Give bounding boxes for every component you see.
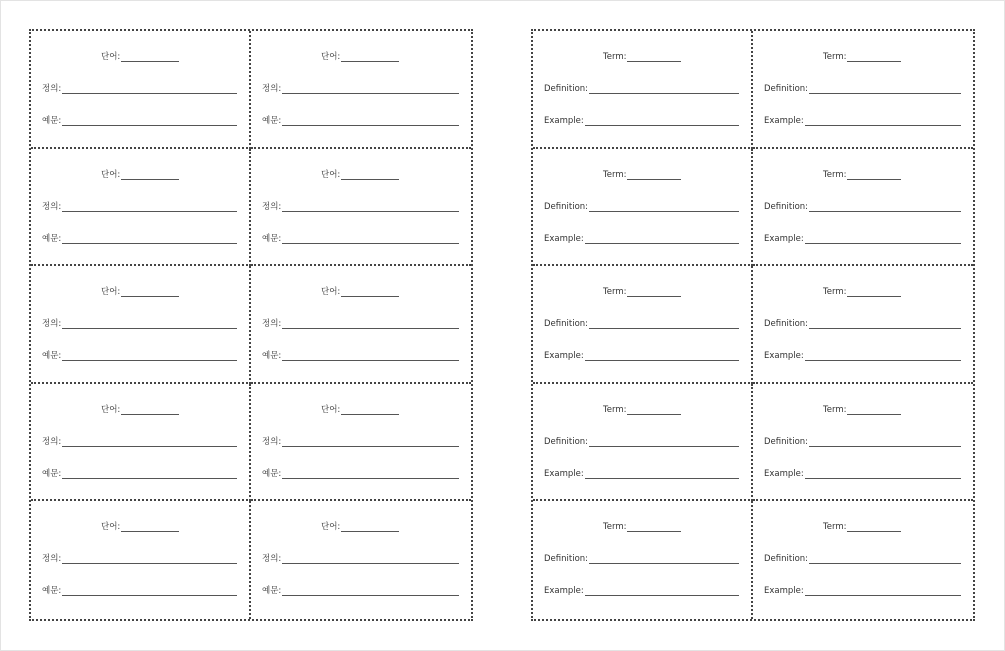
definition-field <box>42 202 237 212</box>
term-field-blank[interactable] <box>121 171 179 180</box>
example-field-blank[interactable] <box>805 235 961 244</box>
definition-field-label: 정의: <box>262 319 282 330</box>
example-field <box>42 469 237 479</box>
term-field <box>321 170 399 180</box>
term-field <box>603 170 681 180</box>
flashcard <box>251 384 471 502</box>
term-field-label: Term: <box>603 52 627 62</box>
example-field <box>544 116 739 126</box>
flashcard <box>31 149 251 267</box>
term-field-label: 단어: <box>101 287 121 298</box>
definition-field-blank[interactable] <box>62 320 237 329</box>
example-field <box>262 586 459 596</box>
definition-field-label: Definition: <box>544 84 589 94</box>
example-field-label: 예문: <box>262 116 282 126</box>
term-field-label: Term: <box>603 169 627 180</box>
term-field <box>321 287 399 297</box>
example-field <box>262 116 459 126</box>
definition-field-label: 정의: <box>42 201 62 212</box>
term-field-label: 단어: <box>101 404 121 415</box>
term-field <box>101 522 179 532</box>
definition-field <box>764 202 961 212</box>
example-field <box>544 351 739 361</box>
example-field-blank[interactable] <box>805 587 961 596</box>
definition-field-blank[interactable] <box>589 85 739 94</box>
term-field <box>823 522 901 532</box>
term-field-blank[interactable] <box>627 288 681 297</box>
flashcard <box>533 266 753 384</box>
definition-field <box>764 554 961 564</box>
term-field <box>101 287 179 297</box>
example-field <box>42 351 237 361</box>
term-field <box>321 522 399 532</box>
example-field-blank[interactable] <box>62 352 237 361</box>
definition-field-blank[interactable] <box>809 555 961 564</box>
example-field-label: Example: <box>544 233 584 244</box>
example-field-label: 예문: <box>42 116 62 126</box>
term-field-blank[interactable] <box>341 523 399 532</box>
flashcard <box>533 501 753 619</box>
example-field <box>764 351 961 361</box>
example-field-label: 예문: <box>262 468 282 479</box>
term-field-blank[interactable] <box>121 288 179 297</box>
definition-field-blank[interactable] <box>62 85 237 94</box>
example-field-label: Example: <box>544 116 584 126</box>
flashcard <box>251 31 471 149</box>
term-field-label: 단어: <box>101 169 121 180</box>
term-field-blank[interactable] <box>847 523 901 532</box>
term-field-blank[interactable] <box>341 406 399 415</box>
flashcard <box>31 501 251 619</box>
term-field-label: Term: <box>823 404 847 415</box>
definition-field-blank[interactable] <box>809 85 961 94</box>
flashcard <box>31 266 251 384</box>
flashcard <box>31 384 251 502</box>
example-field-label: Example: <box>764 586 804 597</box>
term-field-blank[interactable] <box>847 288 901 297</box>
example-field-blank[interactable] <box>585 352 739 361</box>
example-field-label: 예문: <box>262 233 282 244</box>
definition-field <box>42 437 237 447</box>
term-field <box>823 405 901 415</box>
definition-field-blank[interactable] <box>282 555 459 564</box>
definition-field <box>544 437 739 447</box>
term-field-label: 단어: <box>101 52 121 62</box>
example-field-label: 예문: <box>42 233 62 244</box>
definition-field-blank[interactable] <box>589 203 739 212</box>
term-field-label: 단어: <box>321 52 341 62</box>
example-field-blank[interactable] <box>585 117 739 126</box>
definition-field-label: Definition: <box>764 201 809 212</box>
term-field-blank[interactable] <box>341 53 399 62</box>
example-field-label: 예문: <box>42 468 62 479</box>
term-field <box>101 52 179 62</box>
term-field <box>823 287 901 297</box>
example-field-label: 예문: <box>42 586 62 597</box>
example-field-label: Example: <box>764 468 804 479</box>
example-field-label: Example: <box>544 468 584 479</box>
term-field-blank[interactable] <box>341 288 399 297</box>
term-field <box>603 405 681 415</box>
definition-field-blank[interactable] <box>589 438 739 447</box>
example-field-label: Example: <box>544 586 584 597</box>
example-field-blank[interactable] <box>585 235 739 244</box>
example-field-blank[interactable] <box>805 470 961 479</box>
term-field-blank[interactable] <box>121 406 179 415</box>
definition-field <box>42 84 237 94</box>
definition-field <box>764 319 961 329</box>
definition-field-label: 정의: <box>42 84 62 94</box>
example-field-blank[interactable] <box>282 587 459 596</box>
flashcard <box>533 31 753 149</box>
definition-field <box>544 202 739 212</box>
term-field-label: Term: <box>603 404 627 415</box>
definition-field-blank[interactable] <box>62 555 237 564</box>
term-field <box>823 170 901 180</box>
example-field-blank[interactable] <box>62 235 237 244</box>
definition-field-blank[interactable] <box>282 203 459 212</box>
example-field-blank[interactable] <box>805 117 961 126</box>
term-field <box>101 170 179 180</box>
definition-field <box>764 84 961 94</box>
definition-field <box>544 319 739 329</box>
definition-field <box>764 437 961 447</box>
term-field <box>321 52 399 62</box>
definition-field-label: 정의: <box>42 436 62 447</box>
term-field-blank[interactable] <box>121 523 179 532</box>
term-field-blank[interactable] <box>627 523 681 532</box>
definition-field <box>262 319 459 329</box>
example-field <box>764 469 961 479</box>
term-field-label: Term: <box>823 522 847 533</box>
example-field-blank[interactable] <box>282 470 459 479</box>
definition-field-label: 정의: <box>262 436 282 447</box>
definition-field-blank[interactable] <box>282 438 459 447</box>
example-field-blank[interactable] <box>62 117 237 126</box>
term-field-blank[interactable] <box>341 171 399 180</box>
term-field-label: 단어: <box>321 169 341 180</box>
definition-field-label: Definition: <box>764 84 809 94</box>
definition-field <box>544 554 739 564</box>
example-field <box>764 116 961 126</box>
example-field <box>42 116 237 126</box>
example-field-label: Example: <box>544 351 584 362</box>
definition-field-label: 정의: <box>262 84 282 94</box>
definition-field-blank[interactable] <box>62 203 237 212</box>
definition-field-label: Definition: <box>764 436 809 447</box>
definition-field-label: 정의: <box>262 554 282 565</box>
definition-field-label: Definition: <box>544 201 589 212</box>
example-field <box>262 234 459 244</box>
example-field <box>544 586 739 596</box>
term-field-blank[interactable] <box>121 53 179 62</box>
definition-field-blank[interactable] <box>282 320 459 329</box>
definition-field-blank[interactable] <box>282 85 459 94</box>
definition-field <box>42 319 237 329</box>
term-field-label: Term: <box>603 287 627 298</box>
example-field <box>42 234 237 244</box>
flashcard <box>753 384 973 502</box>
example-field-blank[interactable] <box>282 117 459 126</box>
term-field <box>101 405 179 415</box>
definition-field <box>262 84 459 94</box>
definition-field <box>262 437 459 447</box>
definition-field-blank[interactable] <box>809 203 961 212</box>
flashcard <box>753 501 973 619</box>
example-field-blank[interactable] <box>282 235 459 244</box>
definition-field-label: Definition: <box>544 554 589 565</box>
example-field-blank[interactable] <box>585 470 739 479</box>
definition-field-label: Definition: <box>764 554 809 565</box>
term-field-label: 단어: <box>321 287 341 298</box>
flashcard <box>251 266 471 384</box>
flashcard <box>753 266 973 384</box>
definition-field-blank[interactable] <box>809 320 961 329</box>
definition-field-label: Definition: <box>544 319 589 330</box>
example-field <box>42 586 237 596</box>
definition-field-blank[interactable] <box>809 438 961 447</box>
definition-field <box>262 202 459 212</box>
example-field-label: Example: <box>764 116 804 126</box>
flashcard <box>251 149 471 267</box>
example-field-blank[interactable] <box>62 587 237 596</box>
example-field-blank[interactable] <box>585 587 739 596</box>
term-field <box>603 52 681 62</box>
definition-field <box>544 84 739 94</box>
term-field-blank[interactable] <box>627 171 681 180</box>
term-field <box>823 52 901 62</box>
term-field-label: 단어: <box>101 522 121 533</box>
flashcard <box>753 31 973 149</box>
flashcard <box>533 384 753 502</box>
example-field-label: 예문: <box>262 351 282 362</box>
example-field-label: Example: <box>764 233 804 244</box>
flashcard <box>251 501 471 619</box>
example-field-blank[interactable] <box>62 470 237 479</box>
definition-field-label: 정의: <box>262 201 282 212</box>
definition-field <box>42 554 237 564</box>
term-field-label: Term: <box>823 52 847 62</box>
definition-field-label: 정의: <box>42 319 62 330</box>
definition-field-blank[interactable] <box>62 438 237 447</box>
definition-field-label: Definition: <box>544 436 589 447</box>
flashcard <box>753 149 973 267</box>
example-field-blank[interactable] <box>805 352 961 361</box>
example-field <box>764 586 961 596</box>
example-field <box>764 234 961 244</box>
term-field-blank[interactable] <box>627 406 681 415</box>
definition-field-blank[interactable] <box>589 320 739 329</box>
term-field-label: Term: <box>603 522 627 533</box>
term-field-label: 단어: <box>321 404 341 415</box>
term-field-blank[interactable] <box>847 406 901 415</box>
term-field-blank[interactable] <box>847 171 901 180</box>
example-field-label: 예문: <box>42 351 62 362</box>
term-field <box>321 405 399 415</box>
term-field-label: 단어: <box>321 522 341 533</box>
term-field-label: Term: <box>823 287 847 298</box>
example-field-blank[interactable] <box>282 352 459 361</box>
example-field-label: 예문: <box>262 586 282 597</box>
definition-field-blank[interactable] <box>589 555 739 564</box>
definition-field-label: 정의: <box>42 554 62 565</box>
example-field <box>544 469 739 479</box>
term-field <box>603 522 681 532</box>
term-field <box>603 287 681 297</box>
english-flashcard-sheet <box>531 29 975 621</box>
flashcard <box>533 149 753 267</box>
example-field <box>262 469 459 479</box>
flashcard <box>31 31 251 149</box>
example-field <box>544 234 739 244</box>
definition-field <box>262 554 459 564</box>
korean-flashcard-sheet <box>29 29 473 621</box>
term-field-label: Term: <box>823 169 847 180</box>
example-field <box>262 351 459 361</box>
term-field-blank[interactable] <box>627 53 681 62</box>
definition-field-label: Definition: <box>764 319 809 330</box>
term-field-blank[interactable] <box>847 53 901 62</box>
example-field-label: Example: <box>764 351 804 362</box>
